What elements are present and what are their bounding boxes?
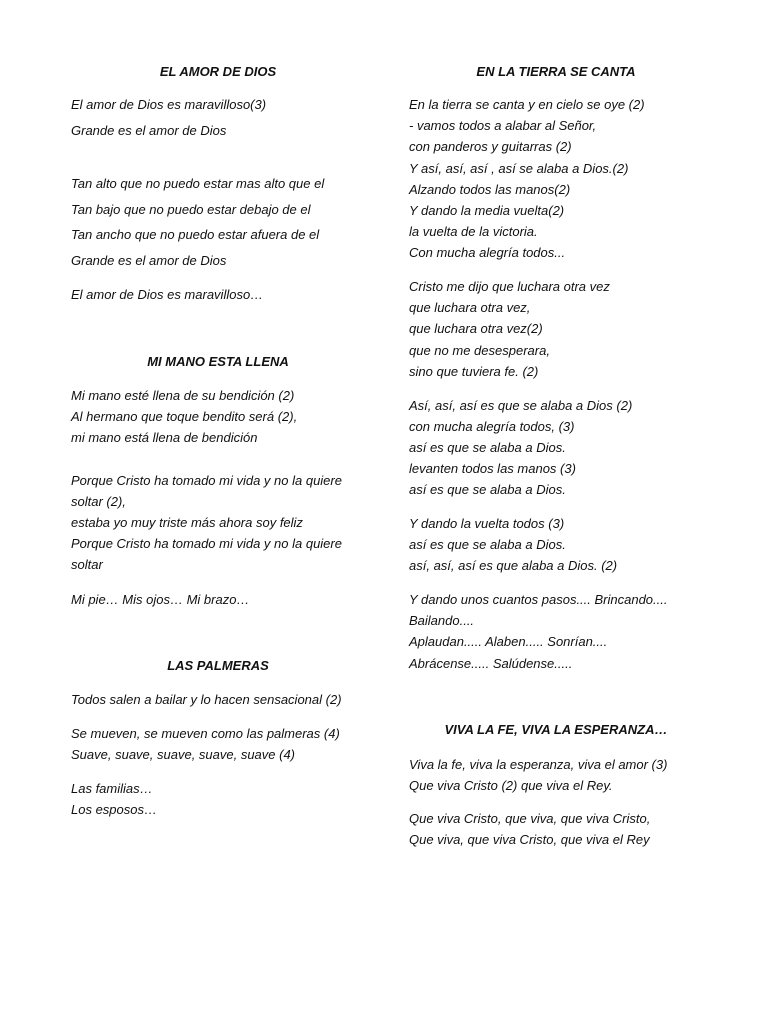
lyric-line: Al hermano que toque bendito será (2), (71, 409, 298, 424)
lyric-line: Que viva Cristo, que viva, que viva Cristo, (409, 811, 651, 826)
lyric-line: Aplaudan..... Alaben..... Sonrían.... (409, 634, 608, 649)
lyric-line: estaba yo muy triste más ahora soy feliz (71, 515, 303, 530)
lyric-line: Y dando la media vuelta(2) (409, 203, 565, 218)
lyric-line: El amor de Dios es maravilloso(3) (71, 97, 267, 112)
song-title: EN LA TIERRA SE CANTA (476, 64, 636, 79)
lyric-line: Bailando.... (409, 613, 475, 628)
lyric-line: Cristo me dijo que luchara otra vez (409, 279, 610, 294)
lyric-line: con mucha alegría todos, (3) (409, 419, 575, 434)
lyric-line: Las familias… (71, 781, 153, 796)
lyric-line: soltar (2), (71, 494, 126, 509)
lyric-line: Mi mano esté llena de su bendición (2) (71, 388, 295, 403)
lyric-line: En la tierra se canta y en cielo se oye (2) (409, 97, 645, 112)
lyric-line: así es que se alaba a Dios. (409, 482, 566, 497)
lyric-line: Y dando la vuelta todos (3) (409, 516, 565, 531)
song-title: MI MANO ESTA LLENA (147, 354, 289, 369)
lyric-line: Todos salen a bailar y lo hacen sensacional (2) (71, 692, 342, 707)
lyric-line: El amor de Dios es maravilloso… (71, 287, 264, 302)
lyric-line: así, así, así es que alaba a Dios. (2) (409, 558, 618, 573)
lyric-line: sino que tuviera fe. (2) (409, 364, 539, 379)
lyric-line: Que viva, que viva Cristo, que viva el Rey (409, 832, 650, 847)
lyric-line: Tan ancho que no puedo estar afuera de el (71, 227, 320, 242)
song-title: VIVA LA FE, VIVA LA ESPERANZA… (444, 722, 668, 737)
lyric-line: así es que se alaba a Dios. (409, 537, 566, 552)
lyric-line: Viva la fe, viva la esperanza, viva el amor (3) (409, 757, 668, 772)
song-title: LAS PALMERAS (167, 658, 269, 673)
lyric-line: Así, así, así es que se alaba a Dios (2) (409, 398, 633, 413)
lyric-line: Mi pie… Mis ojos… Mi brazo… (71, 592, 250, 607)
lyric-line: Porque Cristo ha tomado mi vida y no la quiere (71, 473, 342, 488)
lyric-line: Se mueven, se mueven como las palmeras (4) (71, 726, 340, 741)
lyric-line: levanten todos las manos (3) (409, 461, 576, 476)
lyric-line: así es que se alaba a Dios. (409, 440, 566, 455)
lyric-line: Grande es el amor de Dios (71, 123, 227, 138)
lyric-line: mi mano está llena de bendición (71, 430, 258, 445)
lyric-line: Y así, así, así , así se alaba a Dios.(2) (409, 161, 629, 176)
lyric-line: Abrácense..... Salúdense..... (409, 656, 573, 671)
lyric-line: Porque Cristo ha tomado mi vida y no la quiere (71, 536, 342, 551)
song-title: EL AMOR DE DIOS (159, 64, 277, 79)
lyric-line: Alzando todos las manos(2) (409, 182, 571, 197)
lyric-line: Los esposos… (71, 802, 157, 817)
lyric-line: Que viva Cristo (2) que viva el Rey. (409, 778, 613, 793)
lyric-line: Grande es el amor de Dios (71, 253, 227, 268)
lyric-line: soltar (71, 557, 103, 572)
lyric-line: que luchara otra vez, (409, 300, 531, 315)
lyric-line: - vamos todos a alabar al Señor, (409, 118, 597, 133)
lyric-line: Tan alto que no puedo estar mas alto que el (71, 176, 325, 191)
lyric-line: Y dando unos cuantos pasos.... Brincando.... (409, 592, 668, 607)
lyric-line: que luchara otra vez(2) (409, 321, 543, 336)
lyric-line: que no me desesperara, (409, 343, 550, 358)
lyric-line: Suave, suave, suave, suave, suave (4) (71, 747, 296, 762)
lyric-line: la vuelta de la victoria. (409, 224, 538, 239)
lyric-line: con panderos y guitarras (2) (409, 139, 572, 154)
lyric-line: Tan bajo que no puedo estar debajo de el (71, 202, 311, 217)
lyric-line: Con mucha alegría todos... (409, 245, 566, 260)
